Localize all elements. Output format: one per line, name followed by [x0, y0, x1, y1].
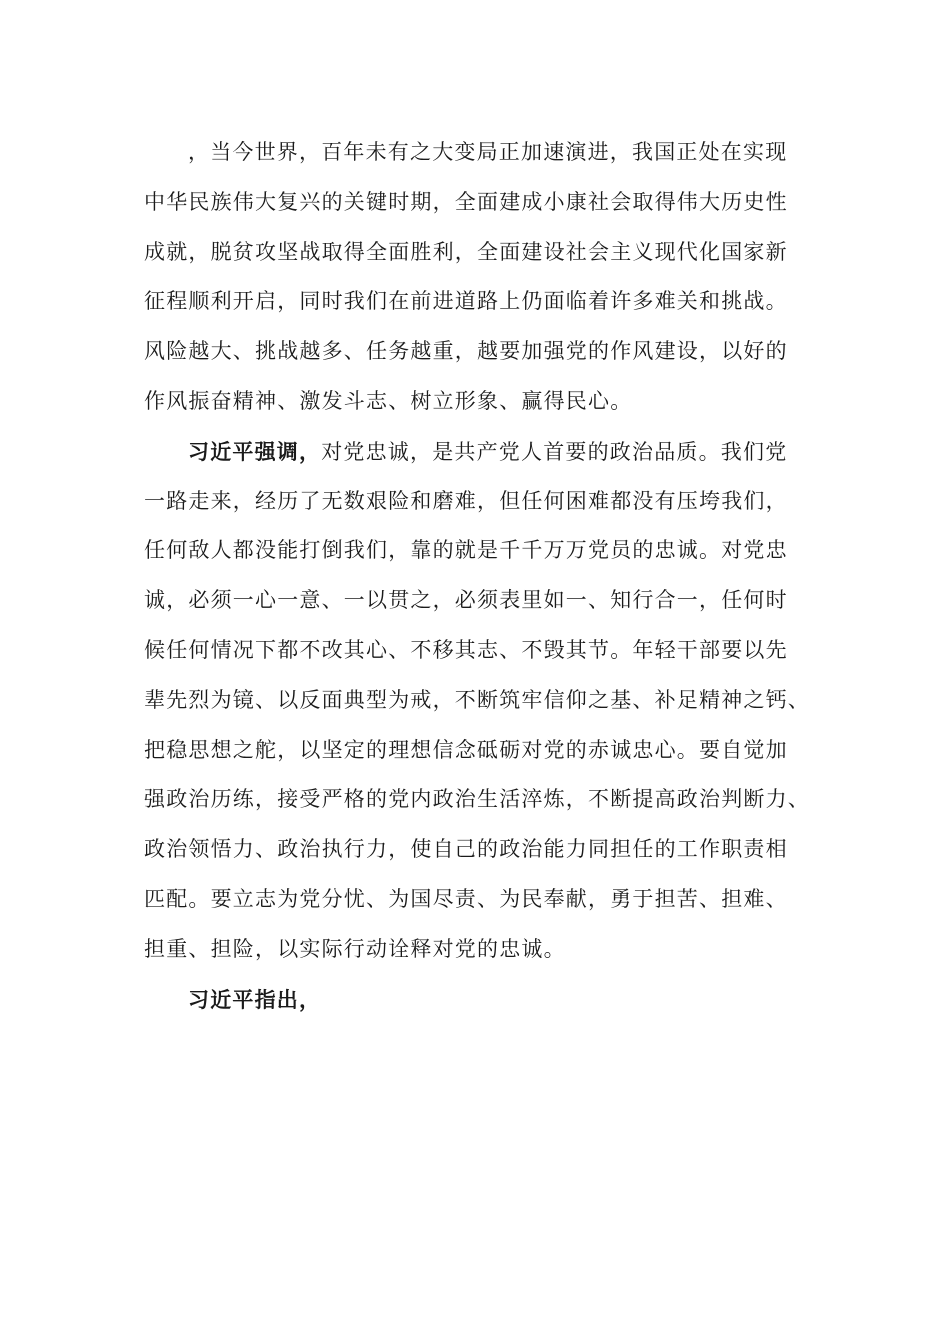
- paragraph-2-line-1: [144, 427, 824, 477]
- paragraph-text: 中华民族伟大复兴的关键时期，全面建成小康社会取得伟大历史性: [144, 189, 788, 214]
- paragraph-2-line-9: [144, 825, 824, 875]
- paragraph-2-line-8: [144, 775, 824, 825]
- paragraph-1-line-1: [144, 128, 824, 178]
- paragraph-text: 任何敌人都没能打倒我们，靠的就是千千万万党员的忠诚。对党忠: [144, 538, 788, 563]
- paragraph-text: 辈先烈为镜、以反面典型为戒，不断筑牢信仰之基、补足精神之钙、: [144, 687, 810, 712]
- paragraph-2-line-10: [144, 875, 824, 925]
- document-body: [144, 128, 824, 1024]
- paragraph-2-line-7: [144, 726, 824, 776]
- paragraph-text: 担重、担险，以实际行动诠释对党的忠诚。: [144, 936, 566, 961]
- paragraph-text: 把稳思想之舵，以坚定的理想信念砥砺对党的赤诚忠心。要自觉加: [144, 737, 788, 762]
- paragraph-text: 对党忠诚，是共产党人首要的政治品质。我们党: [321, 439, 788, 464]
- paragraph-text: 候任何情况下都不改其心、不移其志、不毁其节。年轻干部要以先: [144, 637, 788, 662]
- paragraph-2-line-4: [144, 576, 824, 626]
- paragraph-2-line-11: [144, 925, 824, 975]
- paragraph-text: 政治领悟力、政治执行力，使自己的政治能力同担任的工作职责相: [144, 837, 788, 862]
- paragraph-2-line-3: [144, 526, 824, 576]
- paragraph-1-line-6: [144, 377, 824, 427]
- paragraph-1-line-4: [144, 277, 824, 327]
- paragraph-lead: 习近平强调，: [188, 438, 322, 464]
- paragraph-text: ，当今世界，百年未有之大变局正加速演进，我国正处在实现: [188, 140, 788, 164]
- paragraph-text: 匹配。要立志为党分忧、为国尽责、为民奉献，勇于担苦、担难、: [144, 886, 788, 911]
- paragraph-1-line-3: [144, 228, 824, 278]
- paragraph-text: 一路走来，经历了无数艰险和磨难，但任何困难都没有压垮我们，: [144, 488, 788, 513]
- paragraph-lead: 习近平指出，: [188, 986, 322, 1012]
- paragraph-text: 诚，必须一心一意、一以贯之，必须表里如一、知行合一，任何时: [144, 588, 788, 613]
- paragraph-text: 征程顺利开启，同时我们在前进道路上仍面临着许多难关和挑战。: [144, 289, 788, 314]
- paragraph-text: 强政治历练，接受严格的党内政治生活淬炼，不断提高政治判断力、: [144, 787, 810, 812]
- paragraph-text: 成就，脱贫攻坚战取得全面胜利，全面建设社会主义现代化国家新: [144, 239, 788, 264]
- paragraph-text: 风险越大、挑战越多、任务越重，越要加强党的作风建设，以好的: [144, 339, 788, 364]
- paragraph-3-line-1: [144, 975, 824, 1025]
- paragraph-2-line-2: [144, 477, 824, 527]
- paragraph-1-line-5: [144, 327, 824, 377]
- paragraph-1-line-2: [144, 178, 824, 228]
- paragraph-2-line-5: [144, 626, 824, 676]
- paragraph-2-line-6: [144, 676, 824, 726]
- paragraph-text: 作风振奋精神、激发斗志、树立形象、赢得民心。: [144, 388, 633, 413]
